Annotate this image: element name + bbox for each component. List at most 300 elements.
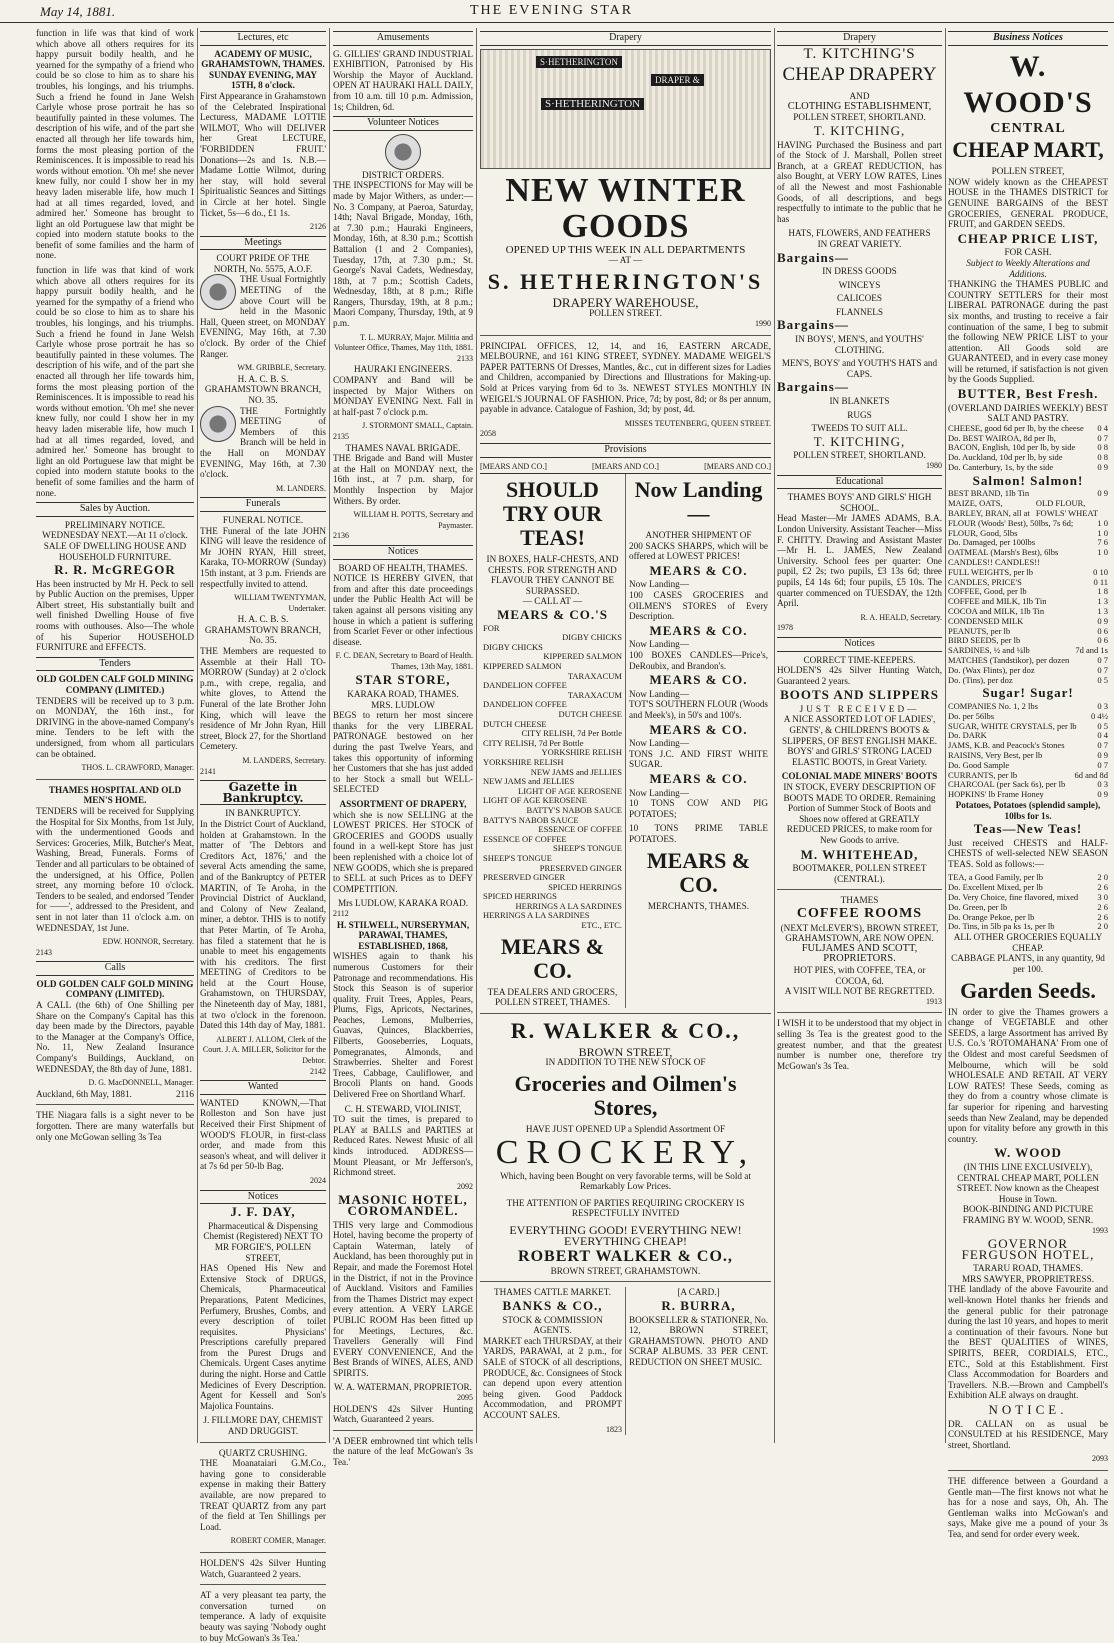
price-item: Do. Tins, in 5lb pa ks 1s, per lb: [948, 921, 1055, 932]
price-item: Do. DARK: [948, 730, 987, 741]
ad-number: 2116: [175, 1088, 194, 1099]
ad-number: 1980: [926, 461, 942, 470]
tea-filler: I WISH it to be understood that my object in selling 3s Tea is the greatest good to the greatest number, and that the greatest number is number one, therefore try McGowan's 3s Tea.: [777, 1018, 942, 1071]
issue-date: May 14, 1881.: [40, 4, 116, 19]
section-header-drapery: Drapery: [777, 31, 942, 46]
colonial-body: IN STOCK, EVERY DESCRIPTION OF BOOTS MADE TO ORDER. Remaining Portion of Summer Stock of Boots and Shoes now offered at GREATLY REDUCED PRICES, to make room for New Goods to arrive.: [783, 782, 936, 845]
section-header-funerals: Funerals: [200, 497, 326, 512]
hot-pies: HOT PIES, with COFFEE, TEA, or COCOA, 6d.: [793, 964, 926, 986]
mears-dealers: MEARS & CO.: [500, 933, 605, 983]
price-item: SUGAR, WHITE CRYSTALS, per lb: [948, 720, 1077, 731]
notice-title: NOTICE.: [988, 1402, 1068, 1418]
newspaper-title: THE EVENING STAR: [470, 3, 634, 18]
landing-headline: Now Landing—: [634, 477, 763, 527]
price-item: Do. BEST WAIROA, 8d per lb,: [948, 432, 1056, 443]
walker-body: HAVE JUST OPENED UP a Splendid Assortment OF: [525, 1124, 726, 1135]
price-item: BIRD SEEDS, per lb: [948, 635, 1021, 646]
price-value: 1 8: [1097, 586, 1108, 597]
burra-ad: [625, 1287, 771, 1435]
ad-number: 1913: [926, 996, 942, 1006]
lecture-body: First Appearance in Grahamstown of the Celebrated Inspirational Lecturess, MADAME LOTTIE WILMOT, Who will DELIVER her Great LECTURE, 'FORBIDDEN FRUIT.' Donations—2s and 1s. N.B.—Madame Lottie Wilmot, during her stay, will hold several Spiritualistic Seances and Sittings in Circle at her hotel. Single Ticket, 5s—6 do., £1 1s.: [200, 90, 326, 218]
banks-sub: STOCK & COMMISSION AGENTS.: [502, 1314, 603, 1336]
tea-filler: 'A DEER embrowned tint which tells the nature of the leaf McGowan's 3s Tea.': [333, 1435, 473, 1468]
gazette-signature: ALBERT J. ALLOM, Clerk of the Court. J. A. MILLER, Solicitor for the Debtor.: [202, 1034, 326, 1066]
store-subtitle: KARAKA ROAD, THAMES.: [347, 689, 459, 700]
section-header-gazette: Gazette in Bankruptcy.: [200, 780, 326, 805]
mears-item: SPICED HERRINGS: [548, 881, 622, 892]
for-cash: FOR CASH.: [1004, 247, 1052, 258]
article-text: function in life was that kind of work which above all others requires for its happy pursuit bodily health, and he yearned for the sympathy of a friend who could be so close to him as to share his troubles, his longings, and his triumphs. Such a friend he found in Jane Welsh Carlyle whose prose portrait he has so beautifully painted in these volumes. The description of his wife, and of the part she enacted all through her life towards him, forms the most pleasing portion of the Reminiscences. It is impossible to read his words without emotion. 'Oh me! she never knew fully, nor could I show her in my heavy laden miserable life, how much I had at all times regarded, loved, and admired her.' Someone has brought to light an old Portuguese law that might be copied into modern statute books to the benefit of some families and the harm of none.: [36, 265, 194, 498]
landing-item: TOT'S SOUTHERN FLOUR (Woods and Meek's), in 50's and 100's.: [629, 699, 768, 720]
bargains-item: CALICOES: [837, 293, 882, 304]
store-body: which she is now SELLING at the LOWEST PRICES. Her STOCK of GROCERIES and GOODS usually found in a well-kept Store has just been replenished with a choice lot of NEW GOODS, which she is prepared to SELL at such Prices as to DEFY COMPETITION.: [333, 809, 473, 894]
mears-merchants: MEARS & CO.: [646, 847, 751, 897]
price-row: [948, 922, 1108, 932]
mears-item: BATTY'S NABOB SAUCE: [483, 814, 579, 825]
mears-item: SPICED HERRINGS: [483, 891, 557, 902]
gazette-body: In the District Court of Auckland, holden at Grahamstown. In the matter of 'The Debtors and Creditors Act, 1876,' and the several Acts amending the same, and of the Bankruptcy of PETER MARTIN, of Te Aroha, in the Provincial District of Auckland, and Colony of New Zealand, miner, a debtor. THIS is to notify that Peter Martin, of Te Aroha, has filed a statement that he is unable to meet his engagements with his creditors. The first MEETING of Creditors to be held at the Court House, Grahamstown, on THURSDAY, the Nineteenth day of May, 1881, at two o'clock in the forenoon. Dated this 14th day of May, 1881.: [200, 818, 326, 1031]
price-item: Do. Good Sample: [948, 759, 1010, 770]
garden-body: IN order to give the Thames growers a change of VEGETABLE and other SEEDS, a large Assortment has arrived By U.S. Co.'s 'ROTOMAHANA' From one of the Oldest and most careful Seedsmen of Melbourne, which will be sold WHOLESALE AND RETAIL AT VERY LOW RATES! These Seeds, coming as they do from a country whose climate is far superior for ripening and harvesting seeds than New Zealand, may be depended upon for vitality before any growth in this country.: [948, 1006, 1108, 1144]
nursery-title: H. STILWELL, NURSERYMAN, PARAWAI, THAMES, ESTABLISHED, 1868,: [336, 919, 470, 951]
board-title: BOARD OF HEALTH, THAMES.: [338, 562, 468, 573]
bargains-item: RUGS: [847, 409, 872, 420]
bargains-heading: Bargains—: [777, 317, 849, 333]
card-tag: [A CARD.]: [677, 1287, 720, 1298]
mears-item: TARAXACUM: [567, 670, 622, 681]
price-value: 0 9: [1097, 462, 1108, 473]
nursery-body: WISHES again to thank his numerous Customers for their Patronage and recommendations. His Stock this Season is of superior quality. Fruit Trees, Apples, Pears, Plums, Figs, Apricots, Nectarines, Peaches, Lemons, Mulberries, Guavas, Quinces, Blackberries, Filberts, Gooseberries, Loquats, Pomegranates, Almonds, and Strawberries. Shelter and Forest Trees, Cabbage, Cauliflower, and Brocoli Plants on hand. Goods Delivered Free on Shortland Wharf.: [333, 951, 473, 1100]
wanted-body: WANTED KNOWN,—That Rolleston and Son have just Received their First Shipment of WOOD'S FLOUR, in first-class order, and made from this season's wheat, and will deliver it at 7s 6d per 50-lb Bag.: [200, 1097, 326, 1172]
masthead: [0, 0, 1114, 23]
tender-signature: THOS. L. CRAWFORD, Manager.: [81, 763, 194, 773]
section-header-notices: Notices: [200, 1190, 326, 1205]
gazette-title: IN BANKRUPTCY.: [225, 808, 301, 819]
price-value: 0 4: [1097, 422, 1108, 433]
column-2: [200, 28, 326, 1643]
mears-landing-ad: [625, 474, 771, 1008]
price-item: Do. Orange Pekoe, per lb: [948, 911, 1035, 922]
price-table: [948, 702, 1108, 800]
robert-walker-sub: BROWN STREET, GRAHAMSTOWN.: [550, 1265, 701, 1276]
mears-item: ETC., ETC.: [581, 920, 622, 931]
mears-item: ESSENCE OF COFFEE: [483, 833, 567, 844]
price-value: 0 9: [1097, 749, 1108, 760]
ad-number: 2126: [310, 222, 326, 232]
school-signature: R. A. HEALD, Secretary.: [860, 612, 942, 622]
bargains-item: TWEEDS TO SUIT ALL.: [811, 423, 908, 434]
received-line: JUST RECEIVED—: [799, 703, 920, 714]
colonial-boots: COLONIAL MADE MINERS' BOOTS: [781, 771, 938, 782]
price-value: 0 6: [1097, 635, 1108, 646]
kitching-body: HAVING Purchased the Business and part of the Stock of J. Marshall, Pollen street Branch, at a GREAT REDUCTION, has also Bought, at VERY LOW RATES, Lines of all the Newest and most Fashionable Goods, of all descriptions, and begs respectfully to intimate to the public that he has: [777, 139, 942, 224]
divider: [200, 1442, 326, 1443]
coffee-body: (NEXT McLEVER'S), BROWN STREET, GRAHAMSTOWN, ARE NOW OPEN.: [780, 922, 939, 944]
mears-item: CITY RELISH, 7d Per Bottle: [521, 728, 622, 739]
mears-item: BATTY'S NABOB SAUCE: [526, 804, 622, 815]
meeting-signature: M. LANDERS, Secretary.: [242, 756, 326, 765]
butter-title: BUTTER, Best Fresh.: [957, 386, 1099, 402]
calls-body: A CALL (the 6th) of One Shilling per Share on the Company's Capital has this day been made by the Directors, payable to the Manager at the Company's Office, No. 11, New Zealand Insurance Company's Buildings, Auckland, on WEDNESDAY, the 8th day of June, 1881.: [36, 1000, 194, 1074]
bargains-list: [777, 396, 942, 434]
price-item: FLOUR (Woods' Best), 50lbs, 7s 6d;: [948, 517, 1074, 528]
section-header-calls: Calls: [36, 961, 194, 976]
orders-body: THE INSPECTIONS for May will be made by Major Withers, as under:— No. 3 Company, at Paeroa, Saturday, 14th; Naval Brigade, Monday, 16th, at 7.30 p.m.; Hauraki Engineers, Monday, 16th, at 8.30 p.m.; Scottish Battalion (1 and 2 Companies), Tuesday, 17th, at 7.30 p.m.; St. George's Naval Cadets, Wednesday, 18th, at 7 p.m.; Scottish Cadets, Wednesday, 18th, at 8 p.m.; Rifle Rangers, Thursday, 19th, at 8 p.m.; Maori Company, Thursday, 19th, at 9 p.m.: [333, 180, 473, 329]
naval-body: THE Brigade and Band will Muster at the Hall on MONDAY next, the 16th inst., at 7 p.m. sharp, for Monthly Inspection by Major Withers. By order.: [333, 453, 473, 506]
landing-label: Now Landing—: [629, 579, 689, 590]
hotel-body: THE landlady of the above Favourite and well-known Hotel thanks her friends and the general public for their patronage during the last 10 years, and hopes to merit a continuation of their favours. None but the BEST QUALITIES of WINES, SPIRITS, BEER, CORDIALS, ETC., ETC., Sold at this Establishment. First Class Accommodation for Boarders and Travellers. N.B.—Brown and Campbell's Exhibition ALE always on draught.: [948, 1284, 1108, 1401]
quartz-title: QUARTZ CRUSHING.: [218, 1447, 308, 1458]
ad-number: 1990: [755, 318, 771, 328]
calls-date: Auckland, 6th May, 1881.: [36, 1088, 132, 1099]
bargains-list: [777, 334, 942, 379]
headline-new-winter-goods: NEW WINTER GOODS: [505, 171, 746, 245]
meeting-title: COURT PRIDE OF THE NORTH, No. 5575, A.O.F.: [213, 253, 313, 274]
store-assortment: ASSORTMENT OF DRAPERY,: [339, 799, 467, 809]
section-header-wanted: Wanted: [200, 1080, 326, 1095]
harp-emblem-icon: [200, 406, 236, 442]
mears-item: DANDELION COFFEE: [483, 680, 567, 691]
whitehead-sub: BOOTMAKER, POLLEN STREET (CENTRAL).: [792, 863, 927, 884]
cheap-drapery-headline: CHEAP DRAPERY: [782, 64, 937, 86]
bottom-ads: [480, 1287, 771, 1435]
divider: [777, 1012, 942, 1013]
ad-number: 2092: [457, 1181, 473, 1191]
price-item: FULL WEIGHTS, per lb: [948, 566, 1033, 577]
price-value: 0 7: [1097, 740, 1108, 751]
tea-filler: THE difference between a Gourdand a Gentle man—The first knows not what he has for a nose and says, Oh, Ah. The Gentleman walks into McGowan's and says, Make give me a pound of your 3s Tea, and send for order every week.: [948, 1475, 1108, 1539]
mears-item: DANDELION COFFEE: [483, 699, 567, 710]
section-header-volunteer: Volunteer Notices: [333, 116, 473, 131]
bargains-heading: Bargains—: [777, 249, 849, 265]
divider: [36, 779, 194, 780]
teas-body: IN BOXES, HALF-CHESTS, AND CHESTS. FOR STRENGTH AND FLAVOUR THEY CANNOT BE SURPASSED.: [486, 554, 619, 596]
headline-subtitle: OPENED UP THIS WEEK IN ALL DEPARTMENTS: [505, 243, 746, 256]
funeral-signature: WILLIAM TWENTYMAN, Undertaker.: [234, 593, 326, 613]
divider: [333, 1430, 473, 1431]
mears-item-list: [483, 624, 622, 931]
price-value: 2 6: [1097, 911, 1108, 922]
potatoes-line: Potatoes, Potatoes (splendid sample), 10lbs for 1s.: [955, 799, 1101, 821]
divider: [480, 1013, 771, 1014]
ad-number: 2058: [480, 429, 496, 439]
wood-address: POLLEN STREET,: [991, 166, 1065, 177]
price-value: 0 7: [1097, 759, 1108, 770]
price-value: 0 5: [1097, 674, 1108, 685]
shop-sign: DRAPER &: [651, 74, 704, 87]
crockery-attention: THE ATTENTION OF PARTIES REQUIRING CROCKERY IS RESPECTFULLY INVITED: [506, 1197, 745, 1219]
tender-title: OLD GOLDEN CALF GOLD MINING COMPANY (LIMITED.): [36, 674, 194, 696]
column-rule: [476, 28, 477, 1443]
engineers-title: HAURAKI ENGINEERS.: [354, 364, 452, 375]
divider: [36, 1104, 194, 1105]
store-title: STAR STORE,: [355, 672, 451, 688]
price-row: [948, 790, 1108, 800]
kitching-signature-sub: POLLEN STREET, SHORTLAND.: [793, 450, 926, 461]
visit-line: A VISIT WILL NOT BE REGRETTED.: [784, 986, 935, 997]
all-other-groceries: ALL OTHER GROCERIES EQUALLY CHEAP.: [953, 932, 1103, 953]
price-item: Do. Excellent Mixed, per lb: [948, 882, 1043, 893]
tender-body: TENDERS will be received for Supplying the Hospital for Six Months, from 1st July, with the undermentioned Goods and Services: Groceries, Milk, Butcher's Meat, Washing, Bread, Funerals. Forms of Tender and all particulars to be obtained of the undersigned, at his Office, Pollen street, any morning before 10 o'clock. Tenders to be sealed, and endorsed 'Tender for ——', addressed to the President, and sent in not later than 11 o'clock a.m. on WEDNESDAY, 1st June.: [36, 805, 194, 933]
price-item: Do. (Wax Flints), per doz: [948, 664, 1035, 675]
price-item: Do. Green, per lb: [948, 901, 1008, 912]
weigel-body: PRINCIPAL OFFICES, 12, 14, and 16, EASTERN ARCADE, MELBOURNE, and 161 KING STREET, SYDNEY. MADAME WEIGEL'S PAPER PATTERNS Of Dresses, Mantles, &c., cut in different sizes for Ladies and Children, accompanied by Directions and Illustrations for Making-up. Sold at Prices varying from 6d to 3s. NEWEST STYLES MONTHLY IN WEIGEL'S JOURNAL OF FASHION. Price, 7d; by post, 8d; or 8s per annum, payable in advance. Catalogue of Fashion, 3d; by post, 4d.: [480, 340, 771, 415]
quartz-body: THE Moanataiari G.M.Co., having gone to considerable expense in making their Battery available, are now prepared to TREAT QUARTZ from any part of the field at Ten Shillings per Load.: [200, 1458, 326, 1532]
section-header-educational: Educational: [777, 475, 942, 490]
section-header-tenders: Tenders: [36, 657, 194, 672]
mears-item: PRESERVED GINGER: [483, 872, 566, 883]
mears-teas-ad: [480, 474, 625, 1008]
divider: [200, 1552, 326, 1553]
landing-label: Now Landing—: [629, 639, 689, 650]
shop-sign: S·HETHERINGTON: [536, 56, 622, 69]
price-row: [948, 463, 1108, 473]
price-table: [948, 424, 1108, 473]
ad-number: 2142: [310, 1066, 326, 1076]
watch-ad: HOLDEN'S 42s Silver Hunting Watch, Guaranteed 2 years.: [333, 1403, 473, 1425]
price-value: 0 7: [1097, 654, 1108, 665]
board-body: NOTICE IS HEREBY GIVEN, that from and after this date proceedings under the Public Health Act will be taken against all persons visiting any house in which a patient is suffering from Scarlet Fever or other infectious disease.: [333, 573, 473, 647]
price-item: Do. Auckland, 10d per lb, by side: [948, 452, 1063, 463]
mears-item: DIGBY CHICKS: [562, 632, 622, 643]
boots-title: BOOTS AND SLIPPERS: [780, 687, 939, 703]
funeral-title: FUNERAL NOTICE.: [222, 514, 304, 525]
price-item: CONDENSED MILK: [948, 615, 1024, 626]
section-header-meetings: Meetings: [200, 236, 326, 251]
price-value: 0 6: [1097, 625, 1108, 636]
store-signature: Mrs LUDLOW, KARAKA ROAD.: [337, 898, 469, 909]
bargains-item: FLANNELS: [836, 306, 883, 317]
price-value: 0 4½: [1091, 710, 1108, 721]
section-header-auction: Sales by Auction.: [36, 502, 194, 517]
tea-filler: AT a very pleasant tea party, the conversation turned on temperance. A lady of exquisite beauty was saying 'Nobody ought to buy McGowan's 3s Tea.': [200, 1590, 326, 1643]
naval-signature: WILLIAM H. POTTS, Secretary and Paymaster.: [353, 510, 473, 530]
section-header-amusements: Amusements: [333, 31, 473, 46]
divider: [200, 1584, 326, 1585]
column-3: [333, 28, 473, 1468]
calls-title: OLD GOLDEN CALF GOLD MINING COMPANY (LIMITED).: [36, 978, 194, 1000]
watch-ad: HOLDEN'S 42s Silver Hunting Watch, Guaranteed 2 years.: [200, 1557, 326, 1579]
auction-title: PRELIMINARY NOTICE.: [64, 519, 166, 530]
price-item: PEANUTS, per lb: [948, 625, 1011, 636]
landing-item: TONS J.C. AND FIRST WHITE SUGAR.: [629, 748, 768, 770]
mears-item: SHEEP'S TONGUE: [553, 843, 622, 854]
mears-name: MEARS & CO.: [649, 672, 748, 688]
everything-slogan: EVERYTHING GOOD! EVERYTHING NEW! EVERYTHING CHEAP!: [509, 1223, 742, 1248]
ad-number: 2143: [36, 947, 52, 957]
price-value: 1 3: [1097, 596, 1108, 607]
burra-name: R. BURRA,: [661, 1297, 736, 1313]
divider: [948, 1470, 1108, 1471]
quartz-signature: ROBERT COMER, Manager.: [230, 1536, 326, 1546]
price-item: COCOA and MILK, 1lb Tin: [948, 605, 1045, 616]
proprietors: FULJAMES AND SCOTT, PROPRIETORS.: [801, 942, 918, 965]
school-title: THAMES BOYS' AND GIRLS' HIGH SCHOOL.: [787, 492, 932, 513]
price-value: 0 7: [1097, 432, 1108, 443]
violinist-body: TO suit the times, is prepared to PLAY at BALLS and PARTIES at Reduced Rates. Newest Music of all kinds introduced. ADDRESS—Mount Pleasant, or Mr Jefferson's, Richmond street.: [333, 1114, 473, 1178]
ad-number: 2112: [333, 908, 349, 918]
landing-item: 10 TONS COW AND PIG POTATOES;: [629, 798, 768, 819]
price-value: 3 0: [1097, 892, 1108, 903]
new-teas-title: Teas—New Teas!: [973, 821, 1083, 837]
hats-line: HATS, FLOWERS, AND FEATHERS: [788, 228, 931, 239]
mears-tag: [MEARS AND CO.]: [480, 461, 547, 471]
hetherington-name: S. HETHERINGTON'S: [487, 268, 764, 294]
garden-seeds-title: Garden Seeds.: [960, 977, 1096, 1003]
coffee-rooms-title: COFFEE ROOMS: [796, 905, 923, 921]
bargains-item: IN BOYS', MEN'S, and YOUTHS' CLOTHING.: [795, 334, 924, 355]
clothing-establishment: CLOTHING ESTABLISHMENT,: [787, 100, 932, 112]
divider: [480, 335, 771, 336]
price-value: 0 9: [1097, 488, 1108, 499]
price-value: 7d and 1s: [1075, 645, 1108, 656]
price-item: COFFEE and MILK, 1lb Tin: [948, 596, 1047, 607]
banks-body: MARKET each THURSDAY, at their YARDS, PARAWAI, at 2 p.m., for SALE of STOCK of all descriptions, PRODUCE, &c. Consignees of Stock can depend upon every attention being given. Good Paddock Accommodation, and PROMPT ACCOUNT SALES.: [483, 1335, 622, 1420]
wood-signature: W. WOOD: [994, 1145, 1062, 1161]
price-value: 0 8: [1097, 442, 1108, 453]
price-value: 0 3: [1097, 779, 1108, 790]
price-table: [948, 489, 1108, 685]
section-header-lectures: Lectures, etc: [200, 31, 326, 46]
mears-item: HERRINGS A LA SARDINES: [483, 910, 590, 921]
hotel-body: THIS very large and Commodious Hotel, having become the property of Captain Waterman, lately of Auckland, has been thoroughly put in Repair, and made the Foremost Hotel in the District, if not in the Province of Auckland. Visitors and Families from the Thames District may expect every attention. A VERY LARGE PUBLIC ROOM Has been fitted up for Meetings, Lectures, &c. Travellers Generally will Find EVERY CONVENIENCE, And the Best Brands of WINES, ALES, AND SPIRITS.: [333, 1219, 473, 1378]
price-value: 1 0: [1097, 547, 1108, 558]
section-header-notices: Notices: [777, 637, 942, 652]
tea-filler: THE Niagara falls is a sight never to be forgotten. There are many waterfalls but only one McGowan selling 3s Tea: [36, 1110, 194, 1142]
mears-item: YORKSHIRE RELISH: [483, 756, 564, 767]
mears-name: MEARS & CO.'S: [497, 607, 608, 623]
price-value: 1 0: [1097, 517, 1108, 528]
price-item: COFFEE, Good, per lb: [948, 586, 1027, 597]
price-value: 7 6: [1097, 537, 1108, 548]
mears-item: DUTCH CHEESE: [483, 718, 547, 729]
price-item: JAMS, K.B. and Peacock's Stones: [948, 740, 1065, 751]
divider: [480, 1281, 771, 1282]
section-header-drapery: Drapery: [480, 31, 771, 46]
mears-item: KIPPERED SALMON: [483, 661, 562, 672]
price-value: 0 9: [1097, 789, 1108, 800]
hotel-title: GOVERNOR FERGUSON HOTEL,: [961, 1236, 1095, 1262]
school-body: Head Master—Mr JAMES ADAMS, B.A. London University. Assistant Teacher—Miss F. CHITTY. Drawing and Assistant Master—Mr H. L. JAMES, New Zealand University. School fees per quarter: One pupil, £2 2s; two pupils, £3 13s 6d; three pupils, £4 14s 6d; four pupils, £5 10s. The quarter commenced on TUESDAY, the 12th April.: [777, 513, 942, 609]
meeting-body: THE Usual Fortnightly MEETING of the above Court will be held in the Masonic Hall, Queen street, on MONDAY EVENING, May 16th, at 7.30 o'clock. By order of the Chief Ranger.: [200, 274, 326, 359]
price-item: MAIZE, OATS, BARLEY, BRAN, all at: [948, 498, 1030, 519]
price-item: TEA, a Good Family, per lb: [948, 872, 1044, 883]
price-value: 2 6: [1097, 882, 1108, 893]
mears-tag: [MEARS AND CO.]: [592, 461, 659, 471]
price-value: 0 4: [1097, 730, 1108, 741]
teas-headline: SHOULD TRY OUR TEAS!: [502, 477, 603, 551]
mears-item: CITY RELISH, 7d Per Bottle: [483, 737, 584, 748]
mears-item: NEW JAMS and JELLIES: [483, 776, 575, 787]
ad-number: 1823: [606, 1424, 622, 1434]
cheap-mart-headline: CHEAP MART,: [952, 137, 1104, 163]
landing-item: 100 CASES GROCERIES and OILMEN'S STORES of Every Description.: [629, 590, 768, 622]
boots-body: A NICE ASSORTED LOT OF LADIES', GENTS', & CHILDREN'S BOOTS & SLIPPERS, OF BEST ENGLISH MAKE. BOYS' and GIRLS' STRONG LACED ELASTIC BOOTS, in Great Variety.: [781, 714, 938, 767]
tender-signature: EDW. HONNOR, Secretary.: [102, 937, 194, 947]
mears-name: MEARS & CO.: [649, 770, 748, 786]
crown-emblem-icon: [385, 134, 421, 170]
coffee-prefix: THAMES: [840, 895, 879, 906]
mears-item: LIGHT OF AGE KEROSENE: [518, 785, 622, 796]
price-item: HOPKINS' lb Frame Honey: [948, 789, 1044, 800]
bargains-item: MEN'S, BOYS' and YOUTH'S HATS and CAPS.: [781, 358, 938, 379]
engineers-signature: J. STORMONT SMALL, Captain.: [362, 421, 473, 431]
column-5: [777, 28, 942, 1443]
calls-signature: D. G. MacDONNELL, Manager.: [88, 1078, 194, 1088]
bargains-item: IN DRESS GOODS: [822, 266, 897, 277]
price-value: 0 7: [1097, 664, 1108, 675]
variety-line: IN GREAT VARIETY.: [817, 238, 902, 249]
landing-label: Now Landing—: [629, 688, 689, 699]
price-item: MATCHES (Tandstikor), per dozen: [948, 654, 1070, 665]
price-value: 0 8: [1097, 452, 1108, 463]
mears-tag-row: [480, 461, 771, 475]
kitching-name: T. KITCHING'S: [803, 45, 916, 62]
groceries-headline: Groceries and Oilmen's Stores,: [514, 1071, 737, 1121]
walker-name: R. WALKER & CO.,: [510, 1017, 741, 1043]
price-item: COMPANIES No. 1, 2 lbs: [948, 700, 1038, 711]
whitehead-name: M. WHITEHEAD,: [800, 846, 919, 862]
divider: [777, 889, 942, 890]
price-item: CURRANTS, per lb: [948, 769, 1018, 780]
column-rule: [197, 28, 198, 1443]
price-item: Do. Damaged, per 100lbs: [948, 537, 1036, 548]
landing-item: 10 TONS PRIME TABLE POTATOES.: [629, 823, 768, 844]
at-label: — AT —: [608, 255, 643, 266]
kitching-address: POLLEN STREET, SHORTLAND.: [793, 112, 926, 123]
meeting-body: THE Fortnightly MEETING of Members of this Branch will be held in the Hall on MONDAY EVENING, May 16th, at 7.30 o'clock.: [200, 405, 326, 480]
orders-signature: T. L. MURRAY, Major. Militia and Volunteer Office, Thames, May 11th, 1881.: [333, 332, 473, 353]
proprietress: MRS SAWYER, PROPRIETRESS.: [961, 1273, 1094, 1284]
timekeepers-title: CORRECT TIME-KEEPERS.: [803, 654, 916, 665]
mears-tag: [MEARS AND CO.]: [704, 461, 771, 471]
burra-body: BOOKSELLER & STATIONER, No. 12, BROWN STREET, GRAHAMSTOWN. PHOTO AND SCRAP ALBUMS. 33 PER CENT. REDUCTION ON SHEET MUSIC.: [629, 1314, 768, 1367]
meeting-signature: WM. GRIBBLE, Secretary.: [237, 363, 326, 373]
section-header-provisions: Provisions: [480, 443, 771, 458]
bargains-list: [777, 266, 942, 317]
street-name: POLLEN STREET.: [589, 308, 662, 319]
mears-item: TARAXACUM: [567, 689, 622, 700]
ad-number: 1978: [777, 623, 793, 633]
subject-line: Subject to Weekly Alterations and Additions.: [966, 257, 1090, 279]
column-rule: [774, 28, 775, 1443]
tender-title: THAMES HOSPITAL AND OLD MEN'S HOME.: [48, 784, 182, 806]
price-item: BEST BRAND, 1lb Tin: [948, 488, 1030, 499]
mears-name: MEARS & CO.: [649, 721, 748, 737]
price-item: CHEESE, good 6d per lb, by the cheese: [948, 422, 1084, 433]
meeting-signature: M. LANDERS.: [275, 483, 326, 493]
mears-item: FOR: [483, 622, 500, 633]
ad-number: 2135: [333, 432, 349, 441]
ad-number: 2133: [457, 353, 473, 363]
auction-what: SALE OF DWELLING HOUSE AND HOUSEHOLD FURNITURE.: [43, 540, 187, 562]
ad-number: 2136: [333, 531, 349, 541]
meeting-title: H. A. C. B. S. GRAHAMSTOWN BRANCH, No. 35.: [204, 614, 322, 646]
bargains-item: WINCEYS: [838, 279, 881, 290]
price-item: Do. per 56lbs: [948, 710, 995, 721]
chemist-body: HAS Opened His New and Extensive Stock of DRUGS, Chemicals, Pharmaceutical Preparations, Patent Medicines, Perfumery, Brushes, Combs, and every description of toilet requisites. Physicians' Prescriptions carefully prepared from the Purest Drugs and Chemicals. Urgent Cases anytime during the night. Horse and Cattle Medicines of Every Description. Agent for Kessell and Son's Majolica Fountains.: [200, 1263, 326, 1411]
hotel-title: MASONIC HOTEL, COROMANDEL.: [338, 1192, 468, 1218]
shopfront-illustration: [480, 49, 771, 169]
ad-number: 2024: [310, 1175, 326, 1185]
column-1: [36, 28, 194, 1443]
section-header-notices: Notices: [333, 545, 473, 560]
mears-item: DIGBY CHICKS: [483, 641, 543, 652]
teas-body: Just received CHESTS and HALF-CHESTS of well-selected NEW SEASON TEAS. Sold as follows:—: [948, 837, 1108, 869]
price-value: 0 11: [1093, 576, 1108, 587]
auction-body: Has been instructed by Mr H. Peck to sell by Public Auction on the premises, Upper Albert street, His substantially built and well finished Dwelling House of five rooms with outhouses. Also—The whole of his Superior HOUSEHOLD FURNITURE and EFFECTS.: [36, 578, 194, 653]
price-item: FLOUR, Good, 5lbs: [948, 527, 1018, 538]
